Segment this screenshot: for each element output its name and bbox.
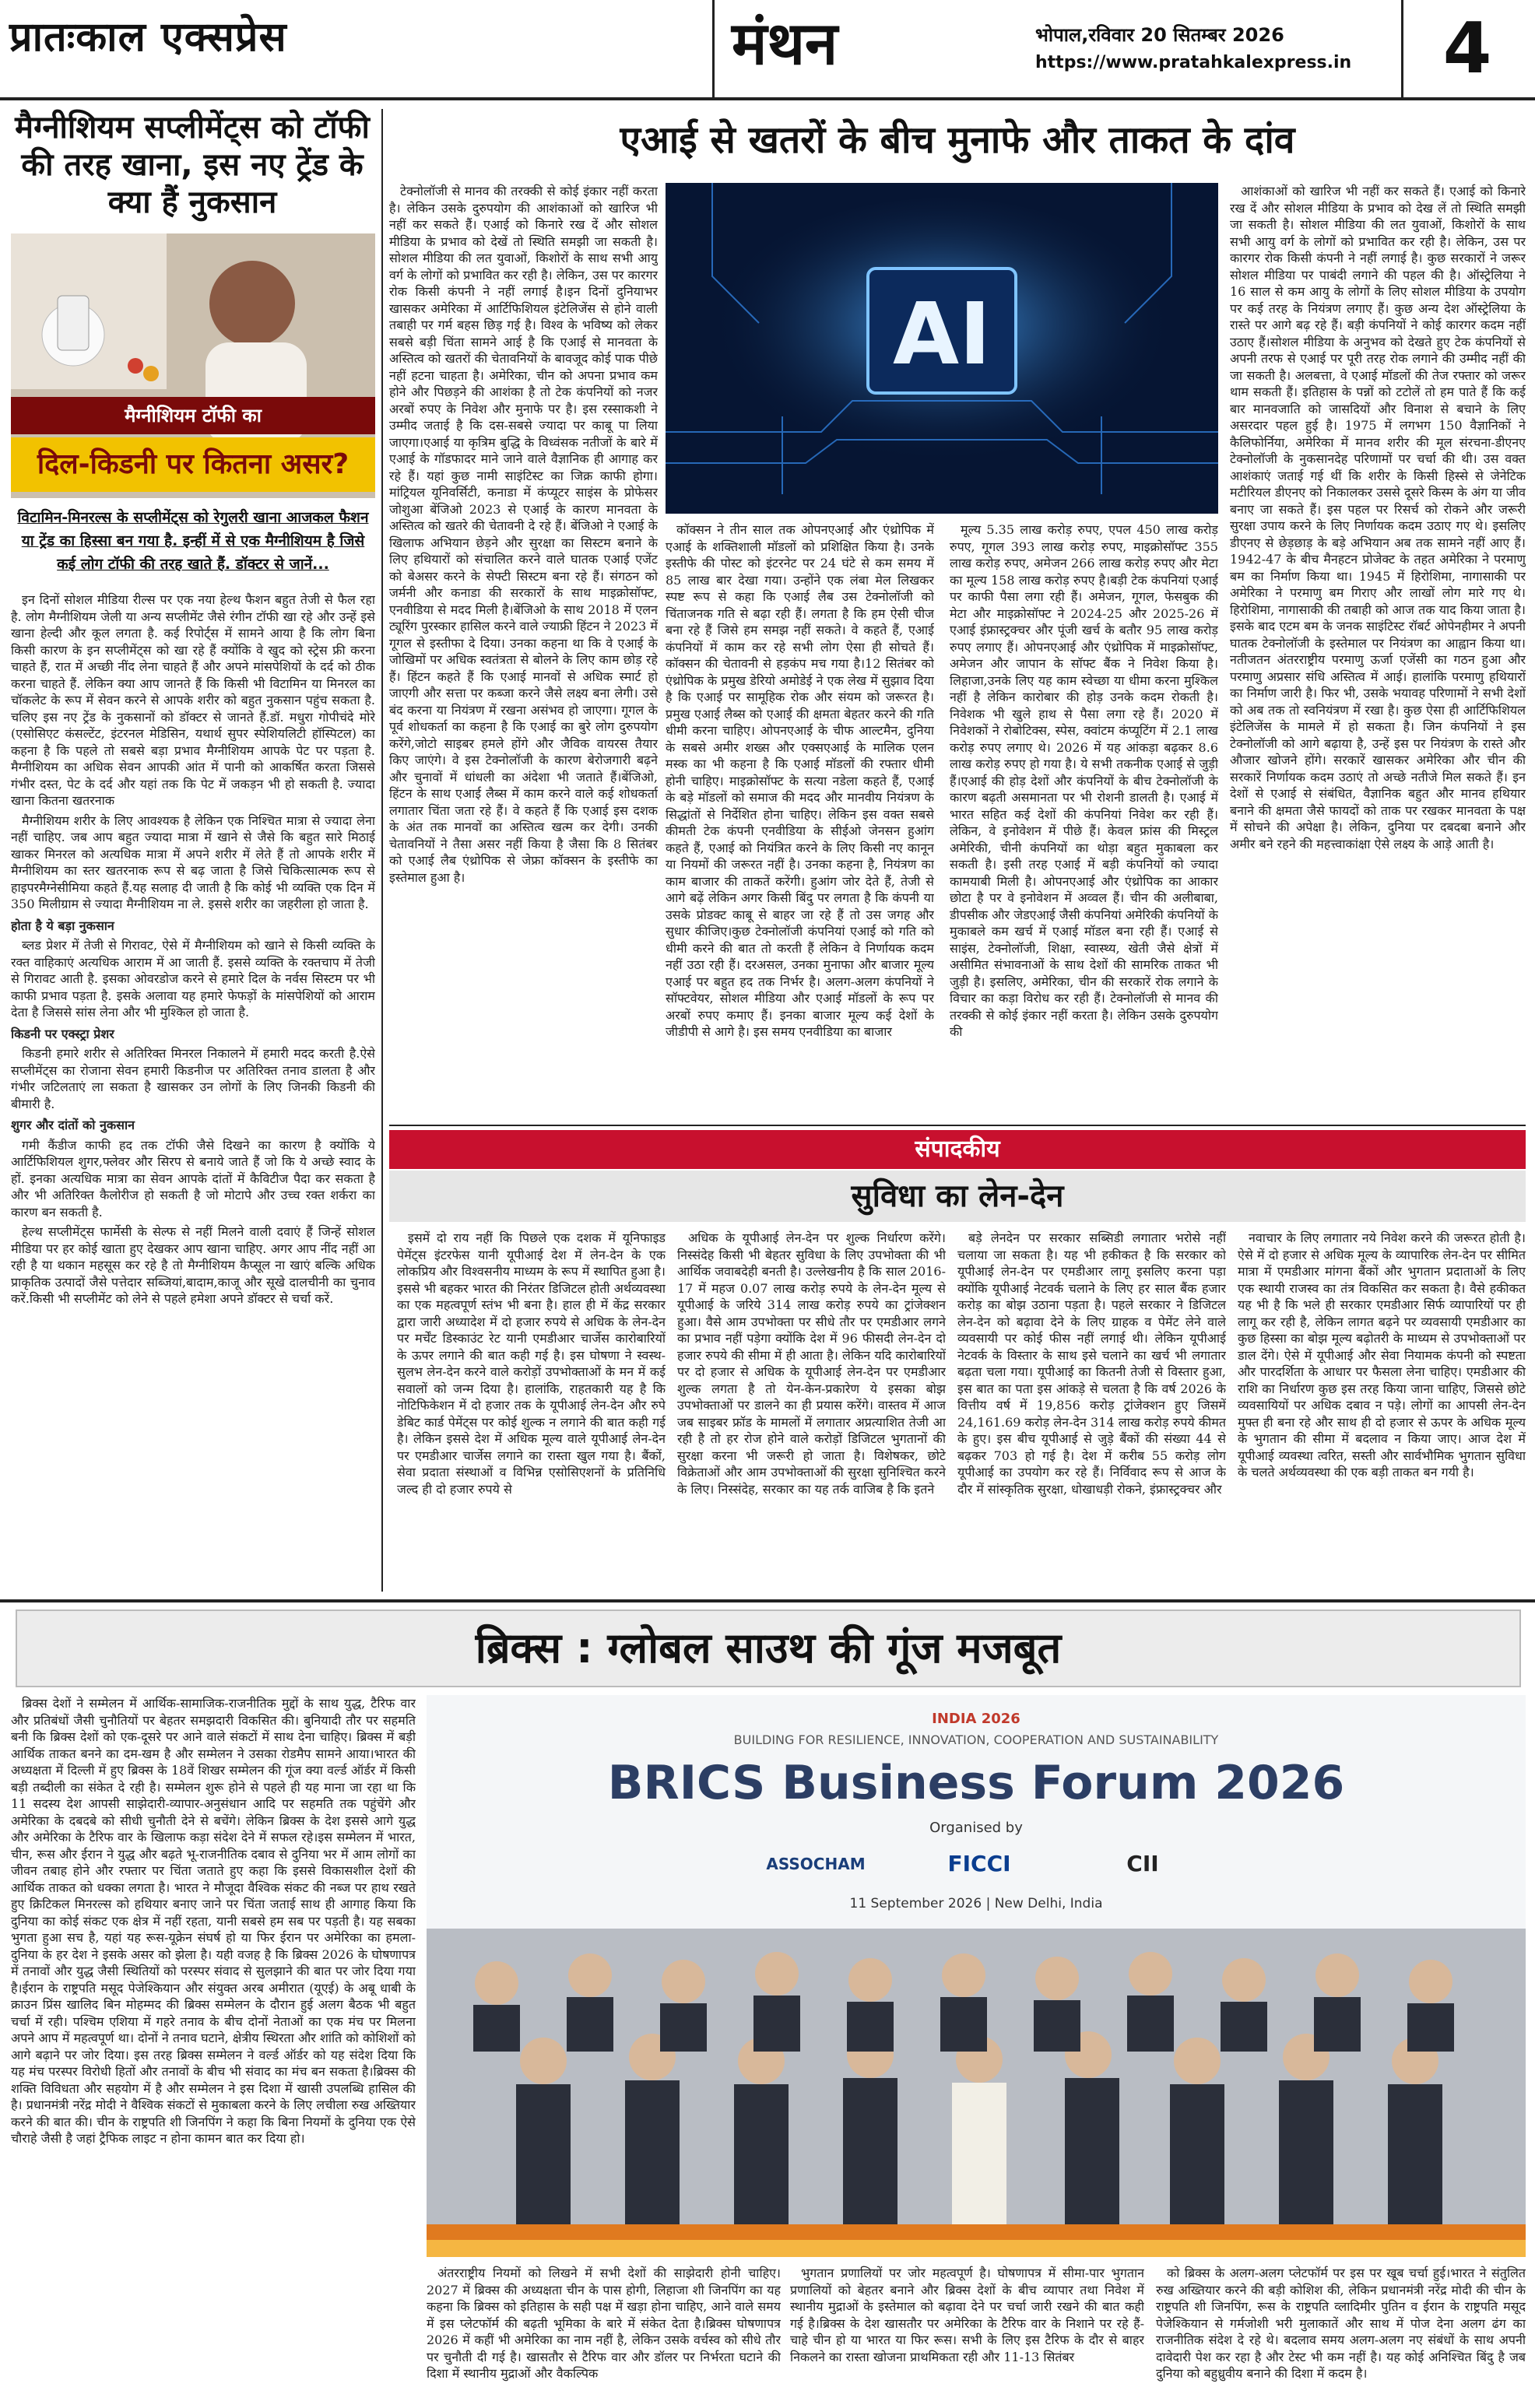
paragraph: हेल्थ सप्लीमेंट्स फार्मेसी के सेल्फ से नहीं मिलने वाली दवाएं हैं जिन्हें सोशल मीडिया पर हर कोई खाता हुए देखकर आप खाना चाहिए. अगर आप नींद नहीं आ रही है या थकान महसूस कर रहे है तो मैग्नीशियम कैप्सूल ना खाएं बल्कि अधिक प्राकृतिक उत्पादों जैसे पत्तेदार सब्जियां,बादाम,काजू और सूखे दालचीनी का चुनाव करें.किसी भी सप्लीमेंट को लेने से पहले हमेशा अपने डॉक्टर से चर्चा करें. — [11, 1224, 375, 1306]
magnesium-caption-bottom: दिल-किडनी पर कितना असर? — [11, 437, 375, 492]
paragraph: कॉक्सन ने तीन साल तक ओपनएआई और एंथ्रोपिक में एआई के शक्तिशाली मॉडलों को प्रशिक्षित किया है। उनके इस्तीफे की पोस्ट को इंटरनेट पर 24 घंटे से कम समय में 85 लाख बार देखा गया। उन्होंने एक लंबा मेल लिखकर स्पष्ट रूप से कहा कि एआई लैब उस टेक्नोलॉजी को चिंताजनक गति से बढ़ा रही हैं। लगता है कि हम ऐसी चीज बना रहे हैं जिसे हम समझ नहीं सकते। वे कहते हैं, एआई कंपनियों में काम कर रहे सभी लोग ऐसा ही सोचते हैं। कॉक्सन की चेतावनी से हड़कंप मच गया है।12 सितंबर को एंथ्रोपिक के प्रमुख डेरियो अमोडेई ने एक लेख में सुझाव दिया है कि एआई पर सामूहिक रोक और संयम को जरूरत है। प्रमुख एआई लैब्स को एआई की क्षमता बेहतर करने की गति धीमी करना चाहिए। ओपनएआई के चीफ आल्टमैन, दुनिया के सबसे अमीर शख्स और एक्सएआई के मालिक एलन मस्क का भी कहना है कि एआई मॉडलों की रफ्तार धीमी होनी चाहिए। माइक्रोसॉफ्ट के सत्या नडेला कहते हैं, एआई के बड़े मॉडलों को समाज की मदद और मानवीय नियंत्रण के सिद्धांतों से निर्देशित होना चाहिए। लेकिन इस वक्त सबसे कीमती टेक कंपनी एनवीडिया के सीईओ जेनसन हुआंग कहते हैं, एआई को नियंत्रित करने के लिए किसी नए कानून या नियमों की जरूरत नहीं है। उनका कहना है, नियंत्रण का काम बाजार की ताकतें करेंगी। हुआंग जोर देते हैं, तेजी से आगे बढ़ें लेकिन अगर किसी बिंदु पर लगता है कि कंपनी या उसके प्रोडक्ट काबू से बाहर जा रहे हैं तो उस जगह और सुधार कीजिए।कुछ टेक्नोलॉजी कंपनियां एआई को गति को धीमी करने की बात तो करती हैं लेकिन वे निर्णायक कदम नहीं उठा रही हैं। दरअसल, उनका मुनाफा और बाजार मूल्य एआई पर बहुत हद तक निर्भर है। अलग-अलग कंपनियों ने सॉफ्टवेयर, सोशल मीडिया और एआई मॉडलों के रूप पर अरबों रुपए कमाए हैं। इनका बाजार मूल्य कई देशों के जीडीपी से आगे है। इस समय एनवीडिया का बाजार — [666, 522, 934, 1039]
brics-column-2 — [427, 2265, 781, 2397]
paragraph: मैग्नीशियम शरीर के लिए आवश्यक है लेकिन एक निश्चित मात्रा से ज्यादा लेना नहीं चाहिए. जब आप बहुत ज्यादा मात्रा में खाने से जैसे कि बहुत सारे मिठाई खाकर मिनरल को अत्यधिक मात्रा में अपने शरीर में लेते हैं तो आपके शरीर में मैग्नीशियम का स्तर खतरनाक रूप से बढ़ जाता है जिसे चिकित्सात्मक रूप से हाइपरमैग्नेसीमिया कहते हैं.यह सलाह दी जाती है कि कोई भी व्यक्ति एक दिन में 350 मिलीग्राम से ज्यादा मैग्नीशियम ना ले. इससे शरीर का जहरीला हो जाता है. — [11, 813, 375, 911]
section-name: मंथन — [732, 9, 838, 78]
magnesium-caption-top: मैग्नीशियम टॉफी का — [11, 397, 375, 434]
paragraph: अंतरराष्ट्रीय नियमों को लिखने में सभी देशों की साझेदारी होनी चाहिए। 2027 में ब्रिक्स की अध्यक्षता चीन के पास होगी, लिहाजा शी जिनपिंग का यह कहना कि ब्रिक्स को इतिहास के सही पक्ष में खड़ा होना चाहिए, आने वाले समय में इस प्लेटफॉर्म की बढ़ती भूमिका के बारे में संकेत देता है।ब्रिक्स घोषणापत्र 2026 में कहीं भी अमेरिका का नाम नहीं है, लेकिन उसके वर्चस्व को सीधे तौर पर चुनौती दी गई है। खासतौर से टैरिफ वार और डॉलर पर निर्भरता घटाने की दिशा में स्थानीय मुद्राओं और वैकल्पिक — [427, 2266, 781, 2381]
paper-name: प्रातःकाल एक्सप्रेस — [9, 14, 287, 61]
paragraph: को ब्रिक्स के अलग-अलग प्लेटफॉर्म पर इस पर खूब चर्चा हुई।भारत ने संतुलित रुख अख्तियार करने की बड़ी कोशिश की, लेकिन प्रधानमंत्री नरेंद्र मोदी की चीन के राष्ट्रपति शी जिनपिंग, रूस के राष्ट्रपति व्लादिमीर पुतिन व ईरान के राष्ट्रपति मसूद पेजेश्कियान से गर्मजोशी भरी मुलाकातें और साथ में पोज देना अलग ढंग का राजनीतिक संदेश दे रहे थे। बदलाव समय अलग-अलग नए संबंधों के साथ अपनी दावेदारी पेश कर रहा है और टेस्ट भी कम नहीं है। यह कोई अनिश्चित बिंदु है जब दुनिया को बहुध्रुवीय बनाने की दिशा में कदम है। — [1156, 2266, 1526, 2381]
column-divider — [381, 109, 383, 1592]
masthead — [0, 0, 1535, 101]
section-rule — [389, 1125, 1526, 1126]
editorial-title-band — [389, 1171, 1526, 1222]
masthead-divider — [712, 0, 715, 97]
masthead-rule — [0, 97, 1535, 100]
paragraph: अधिक के यूपीआई लेन-देन पर शुल्क निर्धारण करेंगे। निस्संदेह किसी भी बेहतर सुविधा के लिए उपभोक्ता की भी आर्थिक जवाबदेही बनती है। उल्लेखनीय है कि साल 2016-17 में महज 0.07 लाख करोड़ रुपये के लेन-देन मूल्य से यूपीआई के जरिये 314 लाख करोड़ रुपये का ट्रांजेक्शन हुआ। वैसे आम उपभोक्ता पर सीधे तौर पर एमडीआर लगने का प्रभाव नहीं पड़ेगा क्योंकि देश में 96 फीसदी लेन-देन दो हजार रुपये की सीमा में ही आता है। लेकिन यदि कारोबारियों पर दो हजार से अधिक के यूपीआई लेन-देन पर एमडीआर शुल्क लगता है तो येन-केन-प्रकारेण ये इसका बोझ उपभोक्ताओं पर डालने का ही प्रयास करेंगे। वास्तव में आज जब साइबर फ्रॉड के मामलों में लगातार अप्रत्याशित तेजी आ रही है तो हर रोज होने वाले करोड़ों डिजिटल भुगतानों की सुरक्षा करना भी जरूरी हो जाता है। विशेषकर, छोटे विक्रेताओं और आम उपभोक्ताओं की सुरक्षा सुनिश्चित करने के लिए। निस्संदेह, सरकार का यह तर्क वाजिब है कि इतने — [677, 1230, 946, 1497]
cii-logo: CII — [1126, 1851, 1159, 1876]
paragraph: भुगतान प्रणालियों पर जोर महत्वपूर्ण है। घोषणापत्र में सीमा-पार भुगतान प्रणालियों को बेहतर बनाने और ब्रिक्स देशों के बीच व्यापार तथा निवेश में स्थानीय मुद्राओं के इस्तेमाल को बढ़ावा देने पर चर्चा जारी रखने की बात कही गई है।ब्रिक्स के देश खासतौर पर अमेरिका के टैरिफ वार के निशाने पर रहे हैं-चाहे चीन हो या भारत या फिर रूस। सभी के लिए इस टैरिफ के दौर से बाहर निकलने का रास्ता खोजना प्राथमिकता रही और 11-13 सितंबर — [790, 2266, 1144, 2364]
subheading: किडनी पर एक्स्ट्रा प्रेशर — [11, 1026, 114, 1041]
paragraph: बड़े लेनदेन पर सरकार सब्सिडी लगातार भरोसे नहीं चलाया जा सकता है। यह भी हकीकत है कि सरकार को यूपीआई लेन-देन पर एमडीआर लागू इसलिए करना पड़ा क्योंकि यूपीआई नेटवर्क चलाने के लिए हर साल बैंक हजार करोड़ का बोझ उठाना पड़ता है। पहले सरकार ने डिजिटल लेन-देन को बढ़ावा देने के लिए ग्राहक व पेमेंट लेने वाले व्यवसायी पर कोई फीस नहीं लगाई थी। लेकिन यूपीआई नेटवर्क के विस्तार के साथ इसे चलाने का खर्च भी लगातार बढ़ता चला गया। यूपीआई का कितनी तेजी से विस्तार हुआ, इस बात का पता इस आंकड़े से चलता है कि वर्ष 2026 के वित्तीय वर्ष में 19,856 करोड़ ट्रांजेक्शन हुए जिसमें 24,161.69 करोड़ लेन-देन 314 लाख करोड़ रुपये कीमत के हुए। इस बीच यूपीआई से जुड़े बैंकों की संख्या 44 से बढ़कर 703 हो गई है। देश में करीब 55 करोड़ लोग यूपीआई का उपयोग कर रहे हैं। निर्विवाद रूप से आज के दौर में सांस्कृतिक सुरक्षा, धोखाधड़ी रोकने, इंफ्रास्ट्रक्चर और — [957, 1230, 1226, 1497]
brics-headline-band — [16, 1609, 1521, 1687]
brics-column-4 — [1156, 2265, 1526, 2397]
magnesium-body — [11, 591, 375, 1592]
paragraph: आशंकाओं को खारिज भी नहीं कर सकते हैं। एआई को किनारे रख दें और सोशल मीडिया के प्रभाव को देख लें तो स्थिति समझी जा सकती है। सोशल मीडिया की लत युवाओं, किशोरों के साथ सभी आयु वर्ग के लोगों को प्रभावित कर रही है। लेकिन, उस पर कारगर रोक किसी कंपनी ने नहीं लगाई है। कुछ सरकारों ने जरूर सोशल मीडिया पर पाबंदी लगाने की पहल की है। ऑस्ट्रेलिया ने 16 साल से कम आयु के लोगों के लिए सोशल मीडिया के उपयोग पर कई तरह के नियंत्रण लगाए हैं। कुछ अन्य देश ऑस्ट्रेलिया के रास्ते पर आगे बढ़ रहे हैं। बड़ी कंपनियों ने कोई कारगर कदम नहीं उठाए हैं।सोशल मीडिया के अनुभव को देखते हुए टेक कंपनियों से अपनी तरफ से एआई पर पूरी तरह रोक लगाने की उम्मीद नहीं की जा सकती है। अलबत्ता, वे एआई मॉडलों की तेज रफ्तार को जरूर थाम सकती हैं। इतिहास के पन्नों को टटोलें तो हम पाते हैं कि कई बार मानवजाति को जासदियों और विनाश से बचाने के लिए असरदार पहल हुई है। 1975 में लगभग 150 वैज्ञानिकों ने कैलिफोर्निया, अमेरिका में मानव शरीर की मूल संरचना-डीएनए टेक्नोलॉजी के नुकसानदेह परिणामों पर चर्चा की थी। उस वक्त आशंकाएं जताई गई थीं कि शरीर के किसी हिस्से से जेनेटिक मटीरियल डीएनए को निकालकर उससे दूसरे किस्म के अंग या जीव बनाए जा सकते हैं। इस पहल पर रिसर्च को रोकने और जरूरी सुरक्षा उपाय करने के लिए निर्णायक कदम उठाए गए थे। इसलिए डीएनए से छेड़छाड़ के बड़े अभियान अब तक सामने नहीं आए हैं।1942-47 के बीच मैनहटन प्रोजेक्ट के तहत अमेरिका ने परमाणु बम का निर्माण किया था। 1945 में हिरोशिमा, नागासाकी पर अमेरिका ने परमाणु बम गिराए और लाखों लोग मारे गए थे। हिरोशिमा, नागासाकी की तबाही को आज तक याद किया जाता है। इसके बाद एटम बम के जनक साइंटिस्ट रॉबर्ट ओपेनहीमर ने अपनी घातक टेक्नोलॉजी के इस्तेमाल पर नियंत्रण का आह्वान किया था। नतीजतन अंतरराष्ट्रीय परमाणु ऊर्जा एजेंसी का गठन हुआ और परमाणु अप्रसार संधि अस्तित्व में आई। हालांकि परमाणु हथियारों का निर्माण जारी है। फिर भी, उसके भयावह परिणामों ने सभी देशों को अब तक तो स्वनियंत्रण में रखा है। कुछ ऐसा ही आर्टिफिशियल इंटेलिजेंस के मामले में हो सकता है। जिन कंपनियों ने इस टेक्नोलॉजी को आगे बढ़ाया है, उन्हें इस पर नियंत्रण के रास्ते और औजार खोजने होंगे। सरकारें खासकर अमेरिका और चीन की सरकारें निर्णायक कदम उठाएं तो अच्छे नतीजे मिल सकते हैं। इन देशों से एआई से संबंधित, वैज्ञानिक बहुत और मानव हथियार बनाने की क्षमता जैसे फायदों को ताक पर रखकर मानवता के पक्ष में सोचने की अपेक्षा है। लेकिन, दुनिया पर दबदबा बनाने और अमीर बने रहने की महत्त्वाकांक्षा ऐसे लक्ष्य के आड़े आती है। — [1230, 184, 1526, 851]
section-rule — [0, 1599, 1535, 1602]
forum-organised-by: Organised by — [929, 1820, 1023, 1836]
brics-headline: ब्रिक्स : ग्लोबल साउथ की गूंज मजबूत — [475, 1623, 1062, 1673]
brics-forum-photo — [427, 1695, 1526, 2257]
editorial-band — [389, 1130, 1526, 1169]
forum-tagline: BUILDING FOR RESILIENCE, INNOVATION, COOPERATION AND SUSTAINABILITY — [733, 1732, 1219, 1747]
paragraph: इसमें दो राय नहीं कि पिछले एक दशक में यूनिफाइड पेमेंट्स इंटरफेस यानी यूपीआई देश में लेन-देन के एक लोकप्रिय और विश्वसनीय माध्यम के रूप में स्थापित हुआ है। इससे भी बहकर भारत की निरंतर डिजिटल होती अर्थव्यवस्था का एक महत्वपूर्ण स्तंभ भी बना है। हाल ही में केंद्र सरकार द्वारा जारी अध्यादेश में दो हजार रुपये से अधिक के लेन-देन पर मर्चेंट डिस्काउंट रेट यानी एमडीआर चार्जेस कारोबारियों के ऊपर लगाने की बात कही गई है। इस घोषणा ने स्वस्थ-सुलभ लेन-देन करने वाले करोड़ों उपभोक्ताओं के मन में कई सवालों को जन्म दिया है। हालांकि, राहतकारी यह है कि नोटिफिकेशन में दो हजार तक के यूपीआई लेन-देन और रुपे डेबिट कार्ड पेमेंट्स पर कोई शुल्क न लगाने की बात कही गई है। लेकिन इससे देश में अधिक मूल्य वाले यूपीआई लेन-देन पर एमडीआर चार्जेस लगाने का रास्ता खुल गया है। बैंकों, सेवा प्रदाता संस्थाओं व विभिन्न एसोसिएशनों के प्रतिनिधि जल्द ही दो हजार रुपये से — [397, 1230, 666, 1497]
editorial-column-3 — [957, 1230, 1226, 1592]
forum-backdrop — [427, 1695, 1526, 1929]
ficci-logo: FICCI — [947, 1851, 1011, 1876]
ai-column-2 — [666, 521, 934, 1117]
ai-column-3 — [950, 521, 1218, 1117]
website-link[interactable]: https://www.pratahkalexpress.in — [1035, 53, 1352, 72]
forum-date-place: 11 September 2026 | New Delhi, India — [849, 1896, 1103, 1911]
brics-column-1 — [11, 1695, 416, 2396]
page-number: 4 — [1442, 8, 1492, 90]
paragraph: मूल्य 5.35 लाख करोड़ रुपए, एपल 450 लाख करोड़ रुपए, गूगल 393 लाख करोड़ रुपए, माइक्रोसॉफ्ट 355 लाख करोड़ रुपए, अमेजन 266 लाख करोड़ रुपए और मेटा का मूल्य 158 लाख करोड़ रुपए है।बड़ी टेक कंपनियां एआई पर काफी पैसा लगा रही हैं। अमेजन, गूगल, फेसबुक की मेटा और माइक्रोसॉफ्ट ने 2024-25 और 2025-26 में एआई इंफ्रास्ट्रक्चर और पूंजी खर्च के बतौर 95 लाख करोड़ रुपए लगाए हैं। ओपनएआई और एंथ्रोपिक में माइक्रोसॉफ्ट, अमेजन और जापान के सॉफ्ट बैंक ने निवेश किया है। लिहाजा,उनके लिए यह काम स्वेच्छा या धीमा करना मुश्किल नहीं है लेकिन कारोबार की होड़ उनके कदम रोकती है। निवेशक भी खुले हाथ से पैसा लगा रहे हैं। 2020 में निवेशकों ने रोबोटिक्स, स्पेस, क्वांटम कंप्यूटिंग में 2.1 लाख करोड़ रुपए लगाए थे। 2026 में यह आंकड़ा बढ़कर 8.6 लाख करोड़ रुपए हो गया है। ये सभी तकनीक एआई से जुड़ी हैं।एआई की होड़ देशों और कंपनियों के बीच टेक्नोलॉजी के कारण बढ़ती असमानता पर भी रोशनी डालती है। एआई में भारत सहित कई देशों की कंपनियां निवेश कर रही हैं। लेकिन, वे इनोवेशन में पीछे हैं। केवल फ्रांस की मिस्ट्रल अमेरिकी, चीनी कंपनियों का थोड़ा बहुत मुकाबला कर सकती है। इसी तरह एआई में बड़ी कंपनियों को ज्यादा कामयाबी मिली है। ओपनएआई और एंथ्रोपिक का आकार छोटा है पर वे इनोवेशन में अव्वल हैं। चीन की अलीबाबा, डीपसीक और जेडएआई जैसी कंपनियां अमेरिकी कंपनियों के मुकाबले कम खर्च में एआई मॉडल बना रही हैं। एआई से साइंस, टेक्नोलॉजी, शिक्षा, स्वास्थ्य, खेती जैसे क्षेत्रों में असीमित संभावनाओं के साथ देशों की सामरिक ताकत भी जुड़ी है। इसलिए, अमेरिका, चीन की सरकारें रोक लगाने के विचार का कड़ा विरोध कर रही हैं। टेक्नोलॉजी से मानव की तरक्की से कोई इंकार नहीं करता है। लेकिन उसके दुरुपयोग की — [950, 522, 1218, 1039]
ai-headline: एआई से खतरों के बीच मुनाफे और ताकत के दांव — [620, 118, 1295, 162]
paragraph: ब्लड प्रेशर में तेजी से गिरावट, ऐसे में मैग्नीशियम को खाने से किसी व्यक्ति के रक्त वाहिकाएं अत्यधिक आराम में आ जाती हैं. इससे व्यक्ति के रक्तचाप में तेजी से गिरावट आती है. इसका ओवरडोज करने से हमारे दिल के नर्वस सिस्टम पर भी काफी प्रभाव पड़ता है. इसके अलावा यह हमारे फेफड़ों के मांसपेशियों को आराम देता है जिससे सांस लेना और भी मुश्किल हो जाता है. — [11, 938, 375, 1020]
subheading: होता है ये बड़ा नुकसान — [11, 918, 114, 933]
ai-chip-label: AI — [892, 284, 992, 384]
magnesium-image — [11, 233, 375, 498]
dateline: भोपाल,रविवार 20 सितम्बर 2026 — [1035, 24, 1284, 46]
masthead-divider — [1401, 0, 1403, 97]
editorial-column-2 — [677, 1230, 946, 1592]
magnesium-headline: मैग्नीशियम सप्लीमेंट्स को टॉफी की तरह खाना, इस नए ट्रेंड के क्या हैं नुकसान — [15, 110, 370, 220]
delegates-group-illustration — [427, 1929, 1526, 2257]
ai-column-4 — [1230, 183, 1526, 1117]
paragraph: नवाचार के लिए लगातार नये निवेश करने की जरूरत होती है। ऐसे में दो हजार से अधिक मूल्य के व्यापारिक लेन-देन पर सीमित मात्रा में एमडीआर मांगना बैंकों और भुगतान प्रदाताओं के लिए एक स्थायी राजस्व का तंत्र विकसित कर सकता है। वैसे हकीकत यह भी है कि भले ही सरकार एमडीआर सिर्फ व्यापारियों पर ही लागू कर रही है, लेकिन लागत बढ़ने पर व्यवसायी एमडीआर का कुछ हिस्सा का बोझ मूल्य बढ़ोतरी के माध्यम से उपभोक्ताओं पर डाल देंगे। ऐसे में यूपीआई और सेवा नियामक कंपनी को स्पष्टता और पारदर्शिता के आधार पर फैसला लेना चाहिए। एमडीआर की राशि का निर्धारण कुछ इस तरह किया जाना चाहिए, जिससे छोटे व्यवसायियों पर अधिक दबाव न पड़े। लोगों का आपसी लेन-देन मुफ्त ही बना रहे और साथ ही दो हजार से ऊपर के अधिक मूल्य के भुगतान की सीमा में बदलाव न किया जाए। आज देश में यूपीआई व्यवस्था त्वरित, सस्ती और सार्वभौमिक भुगतान सुविधा के चलते अर्थव्यवस्था की एक बड़ी ताकत बन गयी है। — [1238, 1230, 1526, 1480]
editorial-label: संपादकीय — [915, 1136, 1000, 1163]
paragraph: गमी कैंडीज काफी हद तक टॉफी जैसे दिखने का कारण है क्योंकि ये आर्टिफिशियल शुगर,फ्लेवर और सिरप से बनाये जाते हैं जो कि ये अच्छे स्वाद के हों. इनका अत्यधिक मात्रा का सेवन आपके दांतों में कैविटीज पैदा कर सकता है और भी अतिरिक्त कैलोरीज हो सकती है जो मोटापे और उच्च रक्त शर्करा का कारण बन सकती है. — [11, 1137, 375, 1220]
paragraph: इन दिनों सोशल मीडिया रील्स पर एक नया हेल्थ फैशन बहुत तेजी से फैल रहा है. लोग मैग्नीशियम जेली या अन्य सप्लीमेंट जैसे रंगीन टॉफी खा रहे और उन्हें इसे खाना हेल्दी और कूल लगता है. कई रिपोर्ट्स में सामने आया है कि लोग बिना किसी कारण के इन सप्लीमेंट्स को खा रहे हैं क्योंकि वे खुद को स्ट्रेस फ्री करना चाहते हैं, रात में अच्छी नींद लेना चाहते हैं और अपने मांसपेशियों के दर्द को ठीक करना चाहते हैं. लेकिन क्या आप जानते हैं कि किसी भी विटामिन या मिनरल का चॉकलेट के रूप में सेवन करने से आपके शरीर को बहुत नुकसान पहुंच सकता है. चलिए इस नए ट्रेंड के नुकसानों को डॉक्टर से जानते हैं.डॉ. मधुरा गोपीचंदे मोरे (एसोसिएट कंसल्टेंट, इंटरनल मेडिसिन, यथार्थ सुपर स्पेशियलिटी हॉस्पिटल) का कहना है कि पहले तो सबसे बड़ा प्रभाव मैग्नीशियम आपके पेट पर पड़ता है. मैग्नीशियम का अधिक सेवन आपकी आंत में पानी को आकर्षित करता जिससे गंभीर दस्त, पेट के दर्द और यहां तक कि पेट में जकड़न भी हो सकती है. ज्यादा खाना कितना खतरनाक — [11, 592, 375, 808]
editorial-headline: सुविधा का लेन-देन — [851, 1178, 1064, 1214]
ai-circuit-illustration — [666, 183, 1218, 514]
brics-column-3 — [790, 2265, 1144, 2397]
forum-top-label: INDIA 2026 — [932, 1711, 1020, 1727]
ai-image — [666, 183, 1218, 514]
editorial-column-4 — [1238, 1230, 1526, 1592]
paragraph: टेक्नोलॉजी से मानव की तरक्की से कोई इंकार नहीं करता है। लेकिन उसके दुरुपयोग की आशंकाओं को खारिज भी नहीं कर सकते हैं। एआई को किनारे रख दें और सोशल मीडिया के प्रभाव को देखें तो स्थिति समझी जा सकती है। सोशल मीडिया की लत युवाओं, किशोरों के साथ सभी आयु वर्ग के लोगों को प्रभावित कर रही है। लेकिन, उस पर कारगर रोक किसी कंपनी ने नहीं लगाई है।इन दिनों दुनियाभर खासकर अमेरिका में आर्टिफिशियल इंटेलिजेंस से होने वाली तबाही पर गर्म बहस छिड़ गई है। विश्व के भविष्य को लेकर सबसे बड़ी चिंता सामने आई है कि एआई से मानवता के अस्तित्व को खतरों की चेतावनियों के बावजूद कोई पाक पीछे नहीं हटना चाहता है। अमेरिका, चीन को अपना प्रभाव कम होने और पिछड़ने की आशंका है तो टेक कंपनियों को नजर अरबों रुपए के निवेश और मुनाफे पर है। इस रस्साकशी ने उम्मीद जताई है कि दस-सबसे ज्यादा पर काबू पा लिया जाएगा।एआई या कृत्रिम बुद्धि के विध्वंसक नतीजों के बारे में एआई के गॉडफादर माने जाने वाले वैज्ञानिक ही आगाह कर रहे हैं। यहां कुछ नामी साइंटिस्ट का जिक्र काफी होगा। मांट्रियल यूनिवर्सिटी, कनाडा में कंप्यूटर साइंस के प्रोफेसर जोशुआ बेंजिओ 2023 से एआई के कारण मानवता के अस्तित्व को खतरे की चेतावनी दे रहे हैं। बेंजिओ ने एआई के खिलाफ अभियान छेड़ने और सुरक्षा का सिस्टम बनाने के लिए हथियारों को संचालित करने वाले घातक एआई एजेंट को बेअसर करने के सेफ्टी सिस्टम बना रहे हैं। संगठन को जर्मनी और कनाडा की सरकारों के साथ माइक्रोसॉफ्ट, एनवीडिया से मदद मिली है।बेंजिओ के साथ 2018 में एलन ट्यूरिंग पुरस्कार हासिल करने वाले ज्याफ्री हिंटन ने 2023 में गूगल से इस्तीफा दे दिया। उनका कहना था कि वे एआई के जोखिमों पर अधिक स्वतंत्रता से बोलने के लिए काम छोड़ रहे हैं। हिंटन कहते हैं कि एआई मानवों से अधिक स्मार्ट हो जाएगी और सत्ता पर कब्जा करने जैसे लक्ष्य बना लेगी। उसे बंद करना या नियंत्रण में रखना असंभव हो जाएगा। गूगल के पूर्व शोधकर्ता का कहना है कि एआई का बुरे लोग दुरुपयोग करेंगे,जोटो साइबर हमले होंगे और जैविक वायरस तैयार किए जाएंगे। वे इस टेक्नोलॉजी के कारण बेरोजगारी बढ़ने और चुनावों में धांधली का अंदेशा भी जताते हैं।बेंजिओ, हिंटन के साथ एआई लैब्स में काम करने वाले कई शोधकर्ता लगातार चिंता जता रहे हैं। वे कहते हैं कि एआई इस दशक के अंत तक मानवों का अस्तित्व खत्म कर देगी। उनकी चेतावनियों ने तैसा असर नहीं किया है जैसा कि 8 सितंबर को एआई लैब एंथ्रोपिक से जेफ्रा कॉक्सन के इस्तीफे का इस्तेमाल हुआ है। — [389, 184, 658, 885]
magnesium-standfirst: विटामिन-मिनरल्स के सप्लीमेंट्स को रेगुलरी खाना आजकल फैशन या ट्रेंड का हिस्सा बन गया है. इन्हीं में से एक मैग्नीशियम है जिसे कई लोग टॉफी की तरह खाते हैं. डॉक्टर से जानें... — [17, 509, 369, 573]
paragraph: किडनी हमारे शरीर से अतिरिक्त मिनरल निकालने में हमारी मदद करती है.ऐसे सप्लीमेंट्स का रोजाना सेवन हमारी किडनीज पर अतिरिक्त तनाव डालता है और गंभीर जटिलताएं ला सकता है खासकर उन लोगों के लिए जिनकी किडनी की बीमारी है. — [11, 1046, 375, 1111]
subheading: शुगर और दांतों को नुकसान — [11, 1118, 135, 1132]
assocham-logo: ASSOCHAM — [766, 1855, 866, 1873]
ai-column-1 — [389, 183, 658, 1117]
forum-title: BRICS Business Forum 2026 — [607, 1756, 1345, 1810]
paragraph: ब्रिक्स देशों ने सम्मेलन में आर्थिक-सामाजिक-राजनीतिक मुद्दों के साथ युद्ध, टैरिफ वार और प्रतिबंधों जैसी चुनौतियों पर बेहतर समझदारी विकसित की। बुनियादी तौर पर सहमति बनी कि ब्रिक्स देशों को एक-दूसरे पर आने वाले संकटों में साथ देना चाहिए। ब्रिक्स में बड़ी आर्थिक ताकत बनने का दम-खम है और सम्मेलन ने उसका रोडमैप सामने आया।भारत की अध्यक्षता में दिल्ली में हुए ब्रिक्स के 18वें शिखर सम्मेलन की गूंज क्या वर्ल्ड ऑर्डर में किसी बड़ी तब्दीली का संकेत दे रही है। सम्मेलन शुरू होने से पहले ही यह माना जा रहा था कि 11 सदस्य देश आपसी साझेदारी-व्यापार-अनुसंधान आदि पर सहमति तक पहुंचेंगे और अमेरिका के दबदबे को सीधी चुनौती देने से बचेंगे। लेकिन ब्रिक्स के देश इससे आगे युद्ध और अमेरिका के टैरिफ वार के खिलाफ कड़ा संदेश देने में सफल रहे।इस सम्मेलन में भारत, चीन, रूस और ईरान ने युद्ध और बढ़ते भू-राजनीतिक दबाव से दुनिया भर में आम लोगों का जीवन तबाह होने और रफ्तार पर चिंता जताते हुए कहा कि इससे विकासशील देशों की आर्थिक ताकत को धक्का लगता है। भारत ने मौजूदा वैश्विक संकट की नब्ज पर हाथ रखते हुए क्रिटिकल मिनरल्स को हथियार बनाए जाने पर चिंता जताई साथ ही आगाह किया कि दुनिया का कोई संकट एक क्षेत्र में नहीं रहता, यानी सबसे हम सब पर पड़ती है। यह सबका भुगता हुआ सच है, यहां यह रूस-यूक्रेन संघर्ष हो या फिर ईरान पर अमेरिका का हमला-दुनिया के हर देश ने इसके असर को झेला है। यही वजह है कि ब्रिक्स 2026 के घोषणापत्र में तनावों और युद्ध जैसी स्थितियों को परस्पर संवाद से सुलझाने की बात पर जोर दिया गया है।ईरान के राष्ट्रपति मसूद पेजेश्कियान और संयुक्त अरब अमीरात (यूएई) के अबू धाबी के क्राउन प्रिंस खालिद बिन मोहम्मद की ब्रिक्स सम्मेलन के दौरान हुई अलग बैठक भी बहुत चर्चा में रही। पश्चिम एशिया में गहरे तनाव के बीच दोनों नेताओं का एक मंच पर मिलना अपने आप में महत्वपूर्ण था। दोनों ने तनाव घटाने, क्षेत्रीय स्थिरता और शांति को कोशिशों को आगे बढ़ाने पर जोर दिया। इस तरह ब्रिक्स सम्मेलन ने वर्ल्ड ऑर्डर को यह संदेश दिया कि यह मंच परस्पर विरोधी हितों और तनावों के बीच भी संवाद का मंच बन सकता है।ब्रिक्स की शक्ति विविधता और सहयोग में है और सम्मेलन ने इस दिशा में खासी उपलब्धि हासिल की है। प्रधानमंत्री नरेंद्र मोदी ने वैश्विक संकटों से मुकाबला करने के लिए लचीला रुख अख्तियार करने की बात की। चीन के राष्ट्रपति शी जिनपिंग ने कहा कि बिना नियमों के दुनिया एक ऐसे चौराहे जैसी है जहां ट्रैफिक लाइट न होना कामन बात कर दिया हो। — [11, 1696, 416, 2146]
editorial-column-1 — [397, 1230, 666, 1592]
